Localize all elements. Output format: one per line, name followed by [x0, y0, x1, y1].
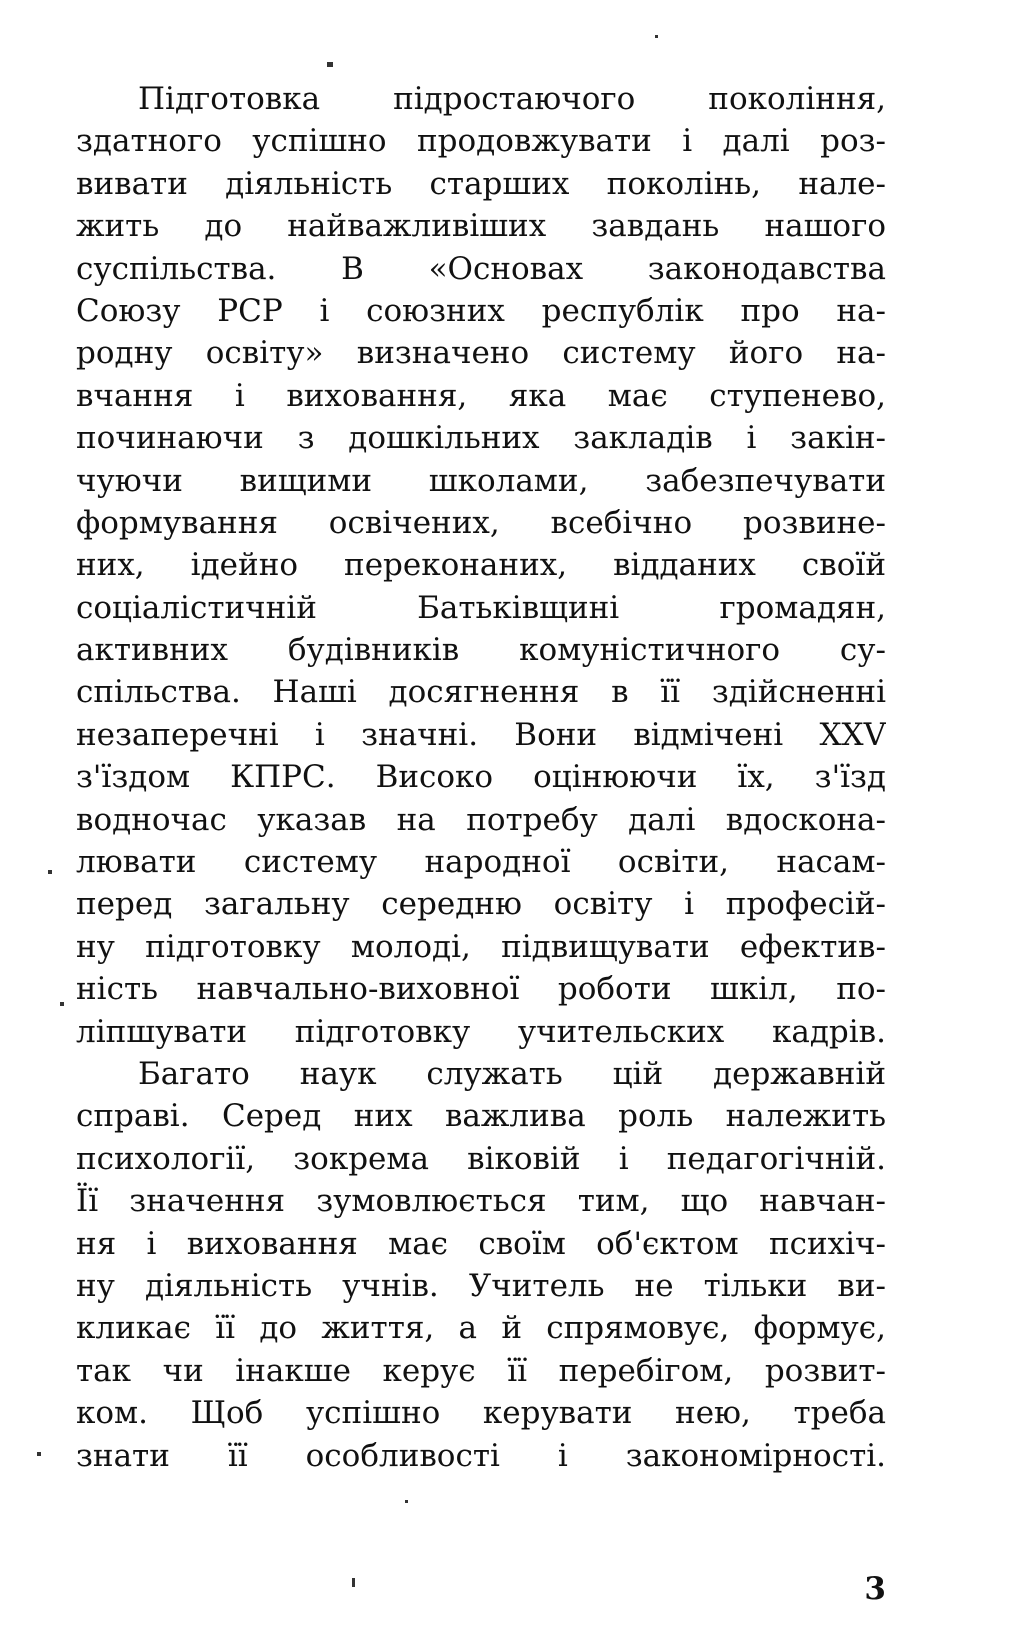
paragraph-2 — [76, 1053, 886, 1477]
text-line: з'їздом КПРС. Високо оцінюючи їх, з'їзд — [76, 759, 886, 796]
text-line: водночас указав на потребу далі вдоскона- — [76, 801, 886, 838]
print-speck — [60, 1002, 64, 1006]
print-speck — [48, 870, 52, 874]
text-line: них, ідейно переконаних, відданих своїй — [76, 547, 886, 584]
print-speck — [655, 35, 658, 38]
paragraph-1 — [76, 78, 886, 1053]
text-line: перед загальну середню освіту і професій- — [76, 886, 886, 923]
print-speck — [352, 1578, 355, 1587]
text-line: чуючи вищими школами, забезпечувати — [76, 462, 886, 499]
text-line: незаперечні і значні. Вони відмічені XXV — [76, 716, 886, 753]
print-speck — [37, 1452, 41, 1456]
text-line: вчання і виховання, яка має ступенево, — [76, 377, 886, 414]
page-number: 3 — [864, 1571, 886, 1607]
text-line: ність навчально-виховної роботи шкіл, по- — [76, 971, 886, 1008]
text-line: ну підготовку молоді, підвищувати ефектив- — [76, 928, 886, 965]
text-line: соціалістичній Батьківщині громадян, — [76, 589, 886, 626]
text-line: Підготовка підростаючого покоління, — [138, 81, 886, 117]
text-line: Багато наук служать цій державній — [138, 1055, 886, 1092]
text-line: родну освіту» визначено систему його на- — [76, 335, 886, 372]
text-line: ліпшувати підготовку учительских кадрів. — [76, 1013, 886, 1050]
text-line: знати її особливості і закономірності. — [76, 1437, 886, 1474]
text-line: здатного успішно продовжувати і далі роз- — [76, 123, 886, 160]
text-line: Її значення зумовлюється тим, що навчан- — [76, 1183, 886, 1220]
text-line: кликає її до життя, а й спрямовує, формує, — [76, 1310, 886, 1347]
text-line: спільства. Наші досягнення в її здійсненні — [76, 674, 886, 711]
text-line: жить до найважливіших завдань нашого — [76, 208, 886, 245]
text-line: так чи інакше керує її перебігом, розвит- — [76, 1352, 886, 1389]
text-line: формування освічених, всебічно розвине- — [76, 504, 886, 541]
text-line: вивати діяльність старших поколінь, нале- — [76, 165, 886, 202]
text-line: психології, зокрема віковій і педагогічній. — [76, 1140, 886, 1177]
text-line: Союзу РСР і союзних республік про на- — [76, 292, 886, 329]
text-line: починаючи з дошкільних закладів і закін- — [76, 420, 886, 457]
print-speck — [405, 1500, 408, 1503]
print-speck — [327, 62, 333, 67]
text-line: ня і виховання має своїм об'єктом психіч- — [76, 1225, 886, 1262]
text-line: суспільства. В «Основах законодавства — [76, 250, 886, 287]
text-line: активних будівників комуністичного су- — [76, 632, 886, 669]
text-line: ну діяльність учнів. Учитель не тільки ви- — [76, 1267, 886, 1304]
text-line: справі. Серед них важлива роль належить — [76, 1098, 886, 1135]
text-line: лювати систему народної освіти, насам- — [76, 844, 886, 881]
body-text — [76, 78, 886, 1477]
text-line: ком. Щоб успішно керувати нею, треба — [76, 1395, 886, 1432]
